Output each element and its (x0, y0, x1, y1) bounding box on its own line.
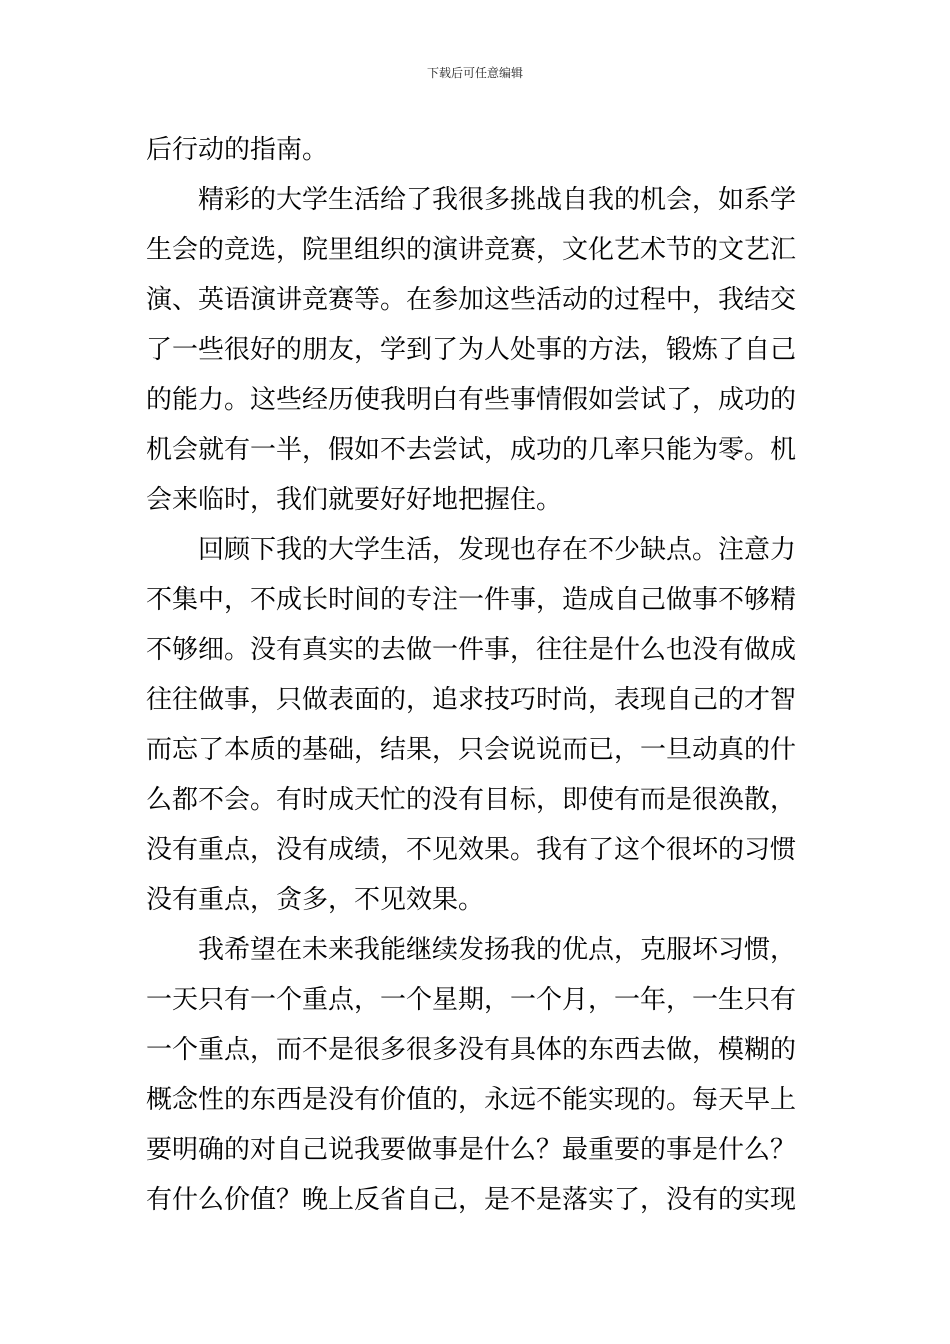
text-line: 一天只有一个重点，一个星期，一个月，一年，一生只有 (146, 985, 797, 1015)
text-line: 不够细。没有真实的去做一件事，往往是什么也没有做成 (146, 635, 797, 665)
text-line: 有什么价值？晚上反省自己，是不是落实了，没有的实现 (146, 1185, 797, 1215)
text-line: 演、英语演讲竞赛等。在参加这些活动的过程中，我结交 (146, 285, 797, 315)
paragraph-2 (146, 175, 810, 525)
text-line: 后行动的指南。 (146, 135, 329, 165)
text-line: 没有重点，没有成绩，不见效果。我有了这个很坏的习惯 (146, 835, 797, 865)
text-line: 回顾下我的大学生活，发现也存在不少缺点。注意力 (198, 535, 797, 565)
text-line: 机会就有一半，假如不去尝试，成功的几率只能为零。机 (146, 435, 797, 465)
text-line: 没有重点，贪多，不见效果。 (146, 885, 485, 915)
text-line: 的能力。这些经历使我明白有些事情假如尝试了，成功的 (146, 385, 797, 415)
paragraph-3 (146, 525, 810, 925)
text-line: 一个重点，而不是很多很多没有具体的东西去做，模糊的 (146, 1035, 797, 1065)
text-line: 了一些很好的朋友，学到了为人处事的方法，锻炼了自己 (146, 335, 797, 365)
text-line: 么都不会。有时成天忙的没有目标，即使有而是很涣散， (146, 785, 797, 815)
text-line: 概念性的东西是没有价值的，永远不能实现的。每天早上 (146, 1085, 797, 1115)
text-line: 而忘了本质的基础，结果，只会说说而已，一旦动真的什 (146, 735, 797, 765)
text-line: 精彩的大学生活给了我很多挑战自我的机会，如系学 (198, 185, 797, 215)
text-line: 不集中，不成长时间的专注一件事，造成自己做事不够精 (146, 585, 797, 615)
text-line: 要明确的对自己说我要做事是什么？最重要的事是什么？ (146, 1135, 797, 1165)
document-body (146, 125, 810, 1225)
page-header: 下载后可任意编辑 (426, 66, 523, 80)
text-line: 会来临时，我们就要好好地把握住。 (146, 485, 563, 515)
text-line: 我希望在未来我能继续发扬我的优点，克服坏习惯， (198, 935, 797, 965)
text-line: 生会的竞选，院里组织的演讲竞赛，文化艺术节的文艺汇 (146, 235, 797, 265)
text-line: 往往做事，只做表面的，追求技巧时尚，表现自己的才智 (146, 685, 797, 715)
paragraph-1 (146, 125, 810, 175)
paragraph-4 (146, 925, 810, 1225)
